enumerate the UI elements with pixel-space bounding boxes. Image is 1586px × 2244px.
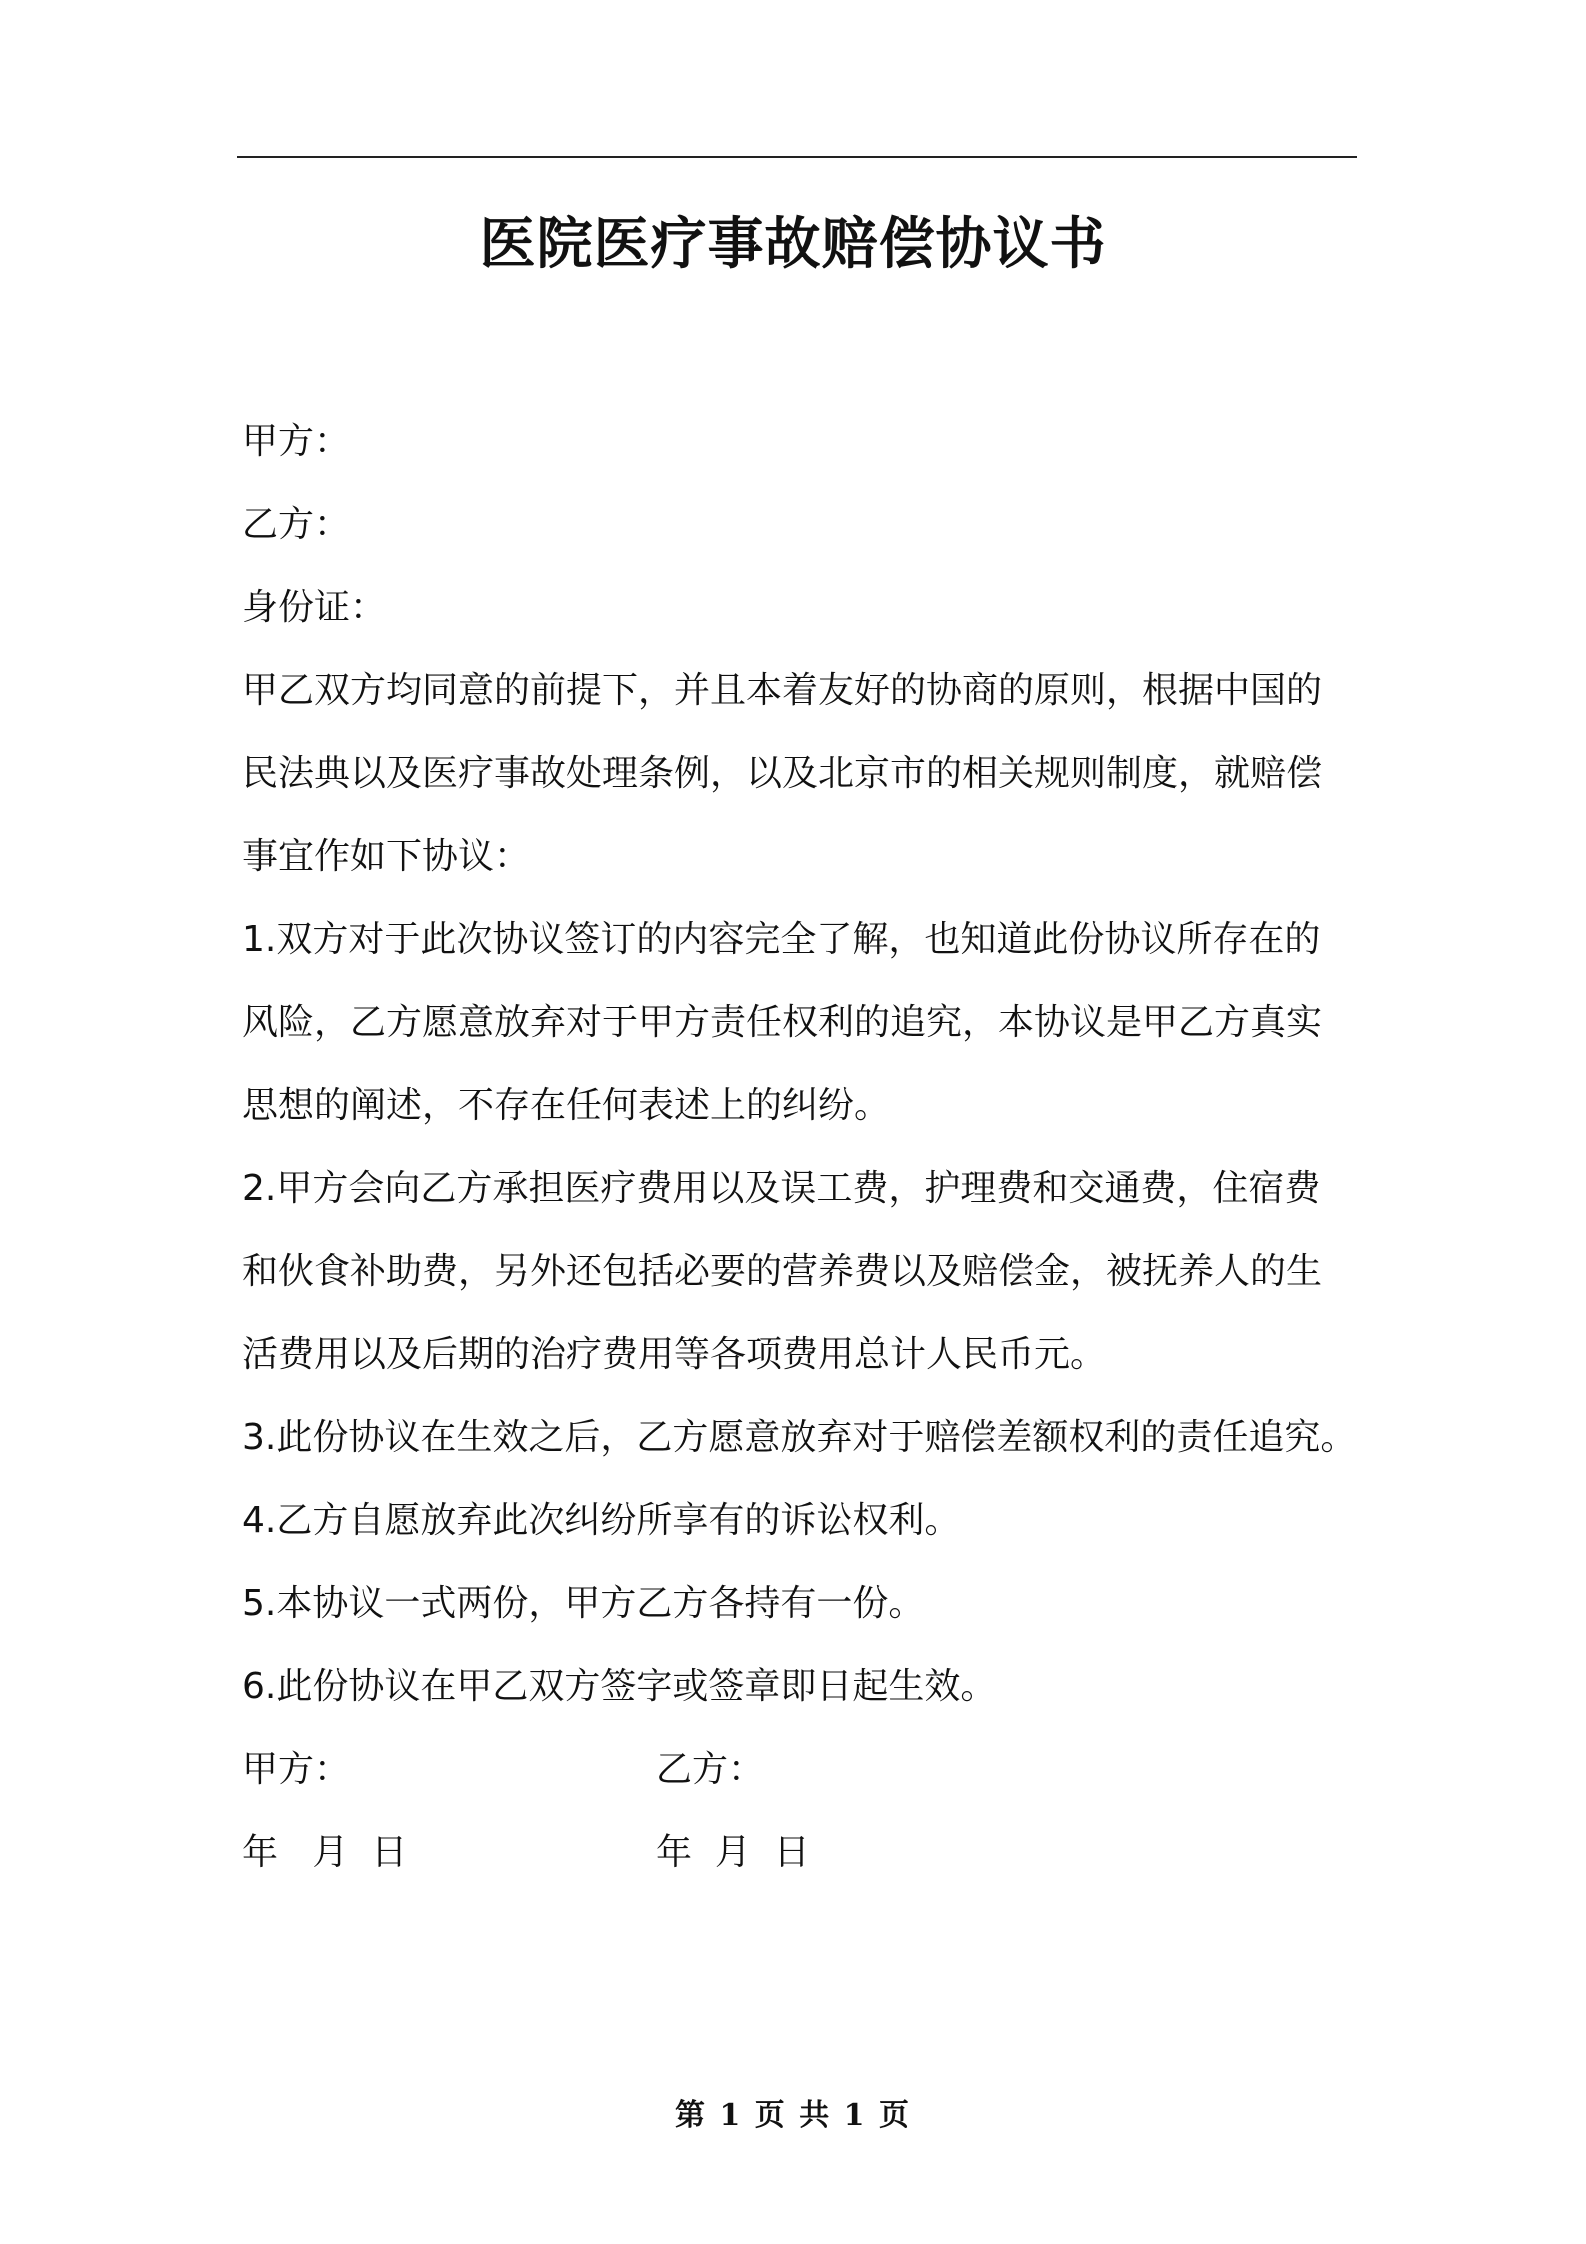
id-card-label: 身份证：: [242, 587, 387, 628]
date-row: [242, 1811, 1342, 1894]
clause-2-line: 和伙食补助费，另外还包括必要的营养费以及赔偿金，被抚养人的生: [242, 1251, 1323, 1292]
header-divider: [237, 156, 1357, 158]
party-b-label: 乙方：: [242, 504, 351, 545]
party-a-label: 甲方：: [242, 421, 351, 462]
clause-4: 4.乙方自愿放弃此次纠纷所享有的诉讼权利。: [242, 1500, 961, 1541]
date-party-a: 年 月 日: [242, 1832, 408, 1873]
clause-6: 6.此份协议在甲乙双方签字或签章即日起生效。: [242, 1666, 997, 1707]
clause-1-line: 风险，乙方愿意放弃对于甲方责任权利的追究，本协议是甲乙方真实: [242, 1002, 1323, 1043]
clause-1-line: 思想的阐述，不存在任何表述上的纠纷。: [242, 1085, 891, 1126]
signature-party-b: 乙方：: [656, 1749, 765, 1790]
document-body: [242, 400, 1392, 1728]
clause-2-line: 2.甲方会向乙方承担医疗费用以及误工费，护理费和交通费，住宿费: [242, 1168, 1321, 1209]
preamble-line: 事宜作如下协议：: [242, 836, 531, 877]
clause-3: 3.此份协议在生效之后，乙方愿意放弃对于赔偿差额权利的责任追究。: [242, 1417, 1357, 1458]
preamble-line: 甲乙双方均同意的前提下，并且本着友好的协商的原则，根据中国的: [242, 670, 1323, 711]
preamble-line: 民法典以及医疗事故处理条例，以及北京市的相关规则制度，就赔偿: [242, 753, 1323, 794]
clause-5: 5.本协议一式两份，甲方乙方各持有一份。: [242, 1583, 925, 1624]
date-party-b: 年 月 日: [656, 1832, 810, 1873]
document-title: 医院医疗事故赔偿协议书: [479, 212, 1107, 277]
clause-1-line: 1.双方对于此次协议签订的内容完全了解，也知道此份协议所存在的: [242, 919, 1321, 960]
page-number: 第 1 页 共 1 页: [675, 2098, 911, 2133]
signature-row: [242, 1728, 1342, 1811]
clause-2-line: 活费用以及后期的治疗费用等各项费用总计人民币元。: [242, 1334, 1107, 1375]
signature-party-a: 甲方：: [242, 1749, 351, 1790]
